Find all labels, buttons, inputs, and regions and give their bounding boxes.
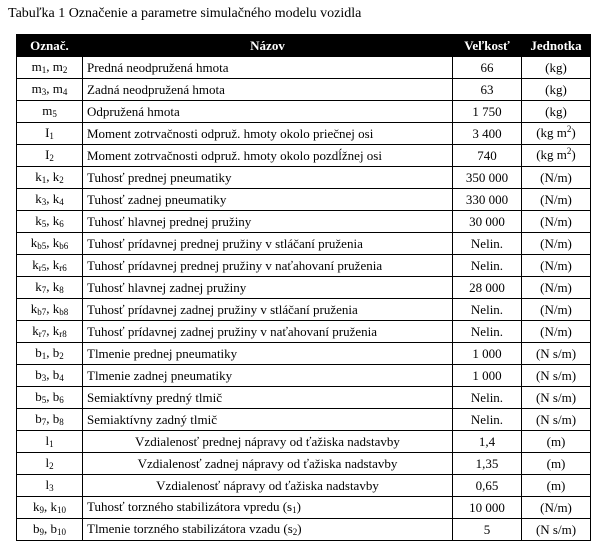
table-row xyxy=(17,233,591,255)
cell-unit: (N s/m) xyxy=(522,343,591,365)
cell-unit: (kg $m^2$) xyxy=(522,145,591,167)
cell-name: Tlmenie torzného stabilizátora vzadu $(s_2)$ xyxy=(83,519,453,541)
cell-unit: (kg) xyxy=(522,101,591,123)
cell-name: Tuhosť prídavnej prednej pružiny v naťahovaní pruženia xyxy=(83,255,453,277)
cell-unit: (N/m) xyxy=(522,255,591,277)
cell-name: Odpružená hmota xyxy=(83,101,453,123)
table-row xyxy=(17,79,591,101)
cell-unit: (N/m) xyxy=(522,299,591,321)
cell-name: Tuhosť torzného stabilizátora vpredu $(s_1)$ xyxy=(83,497,453,519)
cell-name: Tuhosť hlavnej prednej pružiny xyxy=(83,211,453,233)
cell-unit: (m) xyxy=(522,431,591,453)
cell-name: Vzdialenosť zadnej nápravy od ťažiska nadstavby xyxy=(83,453,453,475)
table-row xyxy=(17,101,591,123)
cell-value: 740 xyxy=(453,145,522,167)
table-row xyxy=(17,409,591,431)
cell-value: 1 000 xyxy=(453,365,522,387)
cell-unit: (N/m) xyxy=(522,233,591,255)
cell-symbol: $k_1$, $k_2$ xyxy=(17,167,83,189)
cell-name: Tuhosť hlavnej zadnej pružiny xyxy=(83,277,453,299)
cell-name: Tuhosť prednej pneumatiky xyxy=(83,167,453,189)
cell-name: Moment zotrvačnosti odpruž. hmoty okolo pozdĺžnej osi xyxy=(83,145,453,167)
cell-value: 66 xyxy=(453,57,522,79)
table-body xyxy=(17,57,591,541)
cell-symbol: $k_5$, $k_6$ xyxy=(17,211,83,233)
cell-name: Semiaktívny predný tlmič xyxy=(83,387,453,409)
cell-unit: (kg $m^2$) xyxy=(522,123,591,145)
cell-symbol: $m_3$, $m_4$ xyxy=(17,79,83,101)
table-caption: Tabuľka 1 Označenie a parametre simulačného modelu vozidla xyxy=(8,6,362,21)
cell-symbol: $I_2$ xyxy=(17,145,83,167)
table-row xyxy=(17,475,591,497)
cell-unit: (N s/m) xyxy=(522,409,591,431)
cell-symbol: $l_3$ xyxy=(17,475,83,497)
cell-unit: (N s/m) xyxy=(522,365,591,387)
cell-unit: (m) xyxy=(522,453,591,475)
cell-symbol: $k_{b7}$, $k_{b8}$ xyxy=(17,299,83,321)
header-value: Veľkosť xyxy=(453,35,522,57)
table-row xyxy=(17,453,591,475)
header-name: Názov xyxy=(83,35,453,57)
table-row xyxy=(17,343,591,365)
cell-name: Tuhosť prídavnej zadnej pružiny v naťahovaní pruženia xyxy=(83,321,453,343)
cell-unit: (N/m) xyxy=(522,189,591,211)
cell-symbol: $b_3$, $b_4$ xyxy=(17,365,83,387)
cell-symbol: $l_1$ xyxy=(17,431,83,453)
cell-unit: (N s/m) xyxy=(522,519,591,541)
cell-unit: (N/m) xyxy=(522,167,591,189)
table-row xyxy=(17,57,591,79)
table-row xyxy=(17,321,591,343)
cell-unit: (m) xyxy=(522,475,591,497)
cell-symbol: $m_5$ xyxy=(17,101,83,123)
cell-name: Vzdialenosť nápravy od ťažiska nadstavby xyxy=(83,475,453,497)
cell-name: Zadná neodpružená hmota xyxy=(83,79,453,101)
cell-name: Tlmenie zadnej pneumatiky xyxy=(83,365,453,387)
cell-value: 350 000 xyxy=(453,167,522,189)
table-row xyxy=(17,189,591,211)
cell-symbol: $k_{r5}$, $k_{r6}$ xyxy=(17,255,83,277)
table-row xyxy=(17,365,591,387)
cell-symbol: $k_3$, $k_4$ xyxy=(17,189,83,211)
cell-symbol: $l_2$ xyxy=(17,453,83,475)
cell-value: 10 000 xyxy=(453,497,522,519)
cell-value: 30 000 xyxy=(453,211,522,233)
cell-value: 28 000 xyxy=(453,277,522,299)
cell-value: Nelin. xyxy=(453,387,522,409)
cell-value: 330 000 xyxy=(453,189,522,211)
cell-value: 3 400 xyxy=(453,123,522,145)
cell-symbol: $k_7$, $k_8$ xyxy=(17,277,83,299)
table-row xyxy=(17,145,591,167)
cell-value: 1 000 xyxy=(453,343,522,365)
cell-value: 1,35 xyxy=(453,453,522,475)
header-symbol: Označ. xyxy=(17,35,83,57)
cell-name: Tuhosť prídavnej zadnej pružiny v stláčaní pruženia xyxy=(83,299,453,321)
cell-value: Nelin. xyxy=(453,255,522,277)
cell-symbol: $b_5$, $b_6$ xyxy=(17,387,83,409)
cell-symbol: $k_9$, $k_{10}$ xyxy=(17,497,83,519)
cell-value: Nelin. xyxy=(453,409,522,431)
cell-value: 63 xyxy=(453,79,522,101)
cell-value: Nelin. xyxy=(453,233,522,255)
cell-unit: (N/m) xyxy=(522,321,591,343)
cell-name: Vzdialenosť prednej nápravy od ťažiska nadstavby xyxy=(83,431,453,453)
table-row xyxy=(17,299,591,321)
parameters-table xyxy=(16,34,591,541)
cell-name: Moment zotrvačnosti odpruž. hmoty okolo priečnej osi xyxy=(83,123,453,145)
cell-name: Predná neodpružená hmota xyxy=(83,57,453,79)
cell-unit: (N s/m) xyxy=(522,387,591,409)
cell-unit: (N/m) xyxy=(522,497,591,519)
cell-value: 0,65 xyxy=(453,475,522,497)
table-row xyxy=(17,211,591,233)
table-row xyxy=(17,123,591,145)
cell-unit: (N/m) xyxy=(522,211,591,233)
cell-symbol: $k_{b5}$, $k_{b6}$ xyxy=(17,233,83,255)
table-row xyxy=(17,255,591,277)
table-row xyxy=(17,519,591,541)
header-unit: Jednotka xyxy=(522,35,591,57)
table-row xyxy=(17,497,591,519)
cell-unit: (kg) xyxy=(522,57,591,79)
cell-unit: (kg) xyxy=(522,79,591,101)
cell-name: Tuhosť zadnej pneumatiky xyxy=(83,189,453,211)
cell-symbol: $k_{r7}$, $k_{r8}$ xyxy=(17,321,83,343)
cell-value: 1 750 xyxy=(453,101,522,123)
cell-value: 5 xyxy=(453,519,522,541)
cell-value: 1,4 xyxy=(453,431,522,453)
cell-symbol: $m_1$, $m_2$ xyxy=(17,57,83,79)
cell-name: Semiaktívny zadný tlmič xyxy=(83,409,453,431)
table-header-row xyxy=(17,35,591,57)
cell-name: Tuhosť prídavnej prednej pružiny v stláčaní pruženia xyxy=(83,233,453,255)
table-row xyxy=(17,387,591,409)
cell-symbol: $b_7$, $b_8$ xyxy=(17,409,83,431)
cell-symbol: $b_9$, $b_{10}$ xyxy=(17,519,83,541)
cell-value: Nelin. xyxy=(453,321,522,343)
table-row xyxy=(17,277,591,299)
table-row xyxy=(17,431,591,453)
cell-unit: (N/m) xyxy=(522,277,591,299)
cell-value: Nelin. xyxy=(453,299,522,321)
table-row xyxy=(17,167,591,189)
cell-name: Tlmenie prednej pneumatiky xyxy=(83,343,453,365)
cell-symbol: $I_1$ xyxy=(17,123,83,145)
cell-symbol: $b_1$, $b_2$ xyxy=(17,343,83,365)
